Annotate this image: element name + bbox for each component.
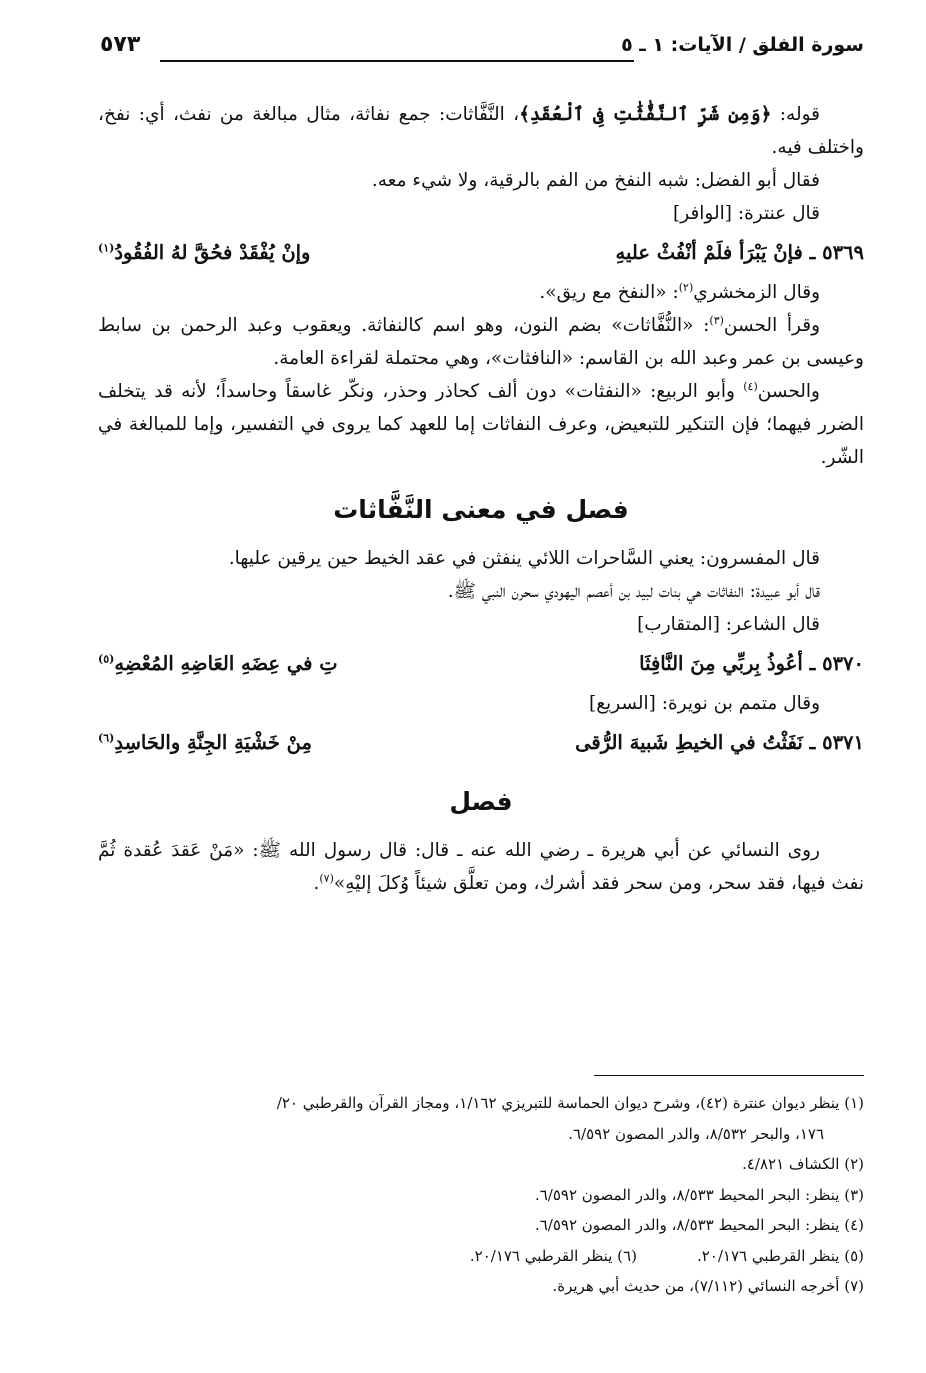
header-rule — [160, 60, 634, 62]
footnote-1: (١) ينظر ديوان عنترة (٤٢)، وشرح ديوان الحماسة للتبريزي ١/١٦٢، ومجاز القرآن والقرطبي ٢٠/ — [276, 1094, 864, 1112]
footnote-4: (٤) ينظر: البحر المحيط ٨/٥٣٣، والدر المصون ٦/٥٩٢. — [534, 1216, 864, 1234]
verse-hemistich-first: ٥٣٦٩ ـ فإنْ يَبْرَأ فلَمْ أنْفُثْ عليهِ — [615, 241, 864, 264]
running-title: سورة الفلق / الآيات: ١ ـ ٥ — [621, 34, 864, 56]
meter-label-3: وقال متمم بن نويرة: [السريع] — [588, 693, 820, 714]
footnote-5: (٥) ينظر القرطبي ٢٠/١٧٦. — [696, 1246, 864, 1265]
footnote-ref: (٤) — [743, 379, 758, 393]
verse-5371 — [98, 720, 864, 766]
footnote-rule — [594, 1075, 864, 1076]
footnotes — [98, 1088, 864, 1302]
paragraph-hadith: روى النسائي عن أبي هريرة ـ رضي الله عنه ـ قال: قال رسول الله ﷺ: «مَنْ عَقدَ عُقدة ثُمَّ نفث فيها، فقد سحر، ومن سحر فقد أشرك، ومن تعلَّق شيئاً وُكلَ إليْهِ»$^{(٧)}$. — [98, 840, 864, 894]
verse-hemistich-second: مِنْ خَشْيَةِ الجِنَّةِ والحَاسِدِ$^{(٦)}$ — [98, 731, 312, 754]
footnote-6: (٦) ينظر القرطبي ٢٠/١٧٦. — [469, 1246, 637, 1265]
meter-label-1: قال عنترة: [الوافر] — [673, 203, 820, 224]
footnote-7: (٧) أخرجه النسائي (٧/١١٢)، من حديث أبي هريرة. — [552, 1277, 864, 1295]
footnote-ref: (٥) — [98, 652, 115, 666]
page-number: ٥٧٣ — [100, 32, 141, 57]
verse-hemistich-first: ٥٣٧٠ ـ أعُوذُ بِربِّي مِنَ النَّافِثَا — [639, 652, 864, 675]
section-heading-2: فصل — [449, 787, 513, 816]
footnote-ref: (٢) — [678, 280, 694, 294]
paragraph-abu-ubayda: قال أبو عبيدة: النفاثات هي بنات لبيد بن أعصم اليهودي سحرن النبي ﷺ. — [447, 581, 820, 602]
verse-hemistich-first: ٥٣٧١ ـ نَفَثْتُ في الخيطِ شَبيهَ الرُّقى — [575, 731, 864, 754]
paragraph-1: قوله: ﴿وَمِن شَرِّ ٱلنَّفَّٰثَٰتِ فِى ٱلْعُقَدِ﴾، النَّفَّاثات: جمع نفاثة، مثال مبالغة من نفث، أي: نفخ، واختلف فيه. — [98, 104, 864, 158]
footnote-3: (٣) ينظر: البحر المحيط ٨/٥٣٣، والدر المصون ٦/٥٩٢. — [534, 1185, 864, 1204]
footnote-ref: (٣) — [709, 313, 724, 327]
footnote-ref: (١) — [98, 241, 115, 255]
meter-label-2: قال الشاعر: [المتقارب] — [637, 614, 820, 635]
paragraph-hasan-abu-rabi: والحسن$^{(٤)}$ وأبو الربيع: «النفثات» دون ألف كحاذر وحذر، ونكّر غاسقاً وحاسداً؛ لأنه قد يتخلف الضرر فيهما؛ فإن التنكير للتبعيض، وعرف النفاثات إما للعهد كما يروى في التفسير، وإما للمبالغة في الشّر. — [98, 379, 864, 468]
verse-hemistich-second: تِ في عِضَهِ العَاضِهِ المُعْضِهِ$^{(٥)}$ — [98, 652, 338, 675]
paragraph-hasan-reading: وقرأ الحسن$^{(٣)}$: «النُّفَّاثات» بضم النون، وهو اسم كالنفاثة. ويعقوب وعبد الرحمن بن سابط وعيسى بن عمر وعبد الله بن القاسم: «النافثات»، وهي محتملة لقراءة العامة. — [98, 313, 864, 369]
paragraph-mufassirun: قال المفسرون: يعني السَّاحرات اللائي ينفثن في عقد الخيط حين يرقين عليها. — [228, 548, 820, 569]
paragraph-2: فقال أبو الفضل: شبه النفخ من الفم بالرقية، ولا شيء معه. — [371, 170, 820, 191]
main-text — [98, 98, 864, 900]
verse-hemistich-second: وإنْ يُفْقَدْ فحُقَّ لهُ الفُقُودُ$^{(١)}$ — [98, 241, 311, 264]
footnote-ref: (٦) — [98, 731, 115, 745]
verse-5369 — [98, 230, 864, 276]
footnote-ref: (٧) — [319, 871, 334, 885]
verse-5370 — [98, 641, 864, 687]
section-heading-1: فصل في معنى النَّفَّاثات — [333, 495, 629, 524]
quran-quote: ﴿وَمِن شَرِّ ٱلنَّفَّٰثَٰتِ فِى ٱلْعُقَدِ﴾ — [519, 104, 772, 125]
footnote-2: (٢) الكشاف ٤/٨٢١. — [742, 1155, 864, 1173]
footnote-row-5-6 — [98, 1241, 864, 1272]
footnote-1-continued: ١٧٦، والبحر ٨/٥٣٢، والدر المصون ٦/٥٩٢. — [568, 1124, 824, 1143]
running-header — [100, 30, 864, 70]
paragraph-zamakhshari: وقال الزمخشري$^{(٢)}$: «النفخ مع ريق». — [539, 280, 820, 303]
